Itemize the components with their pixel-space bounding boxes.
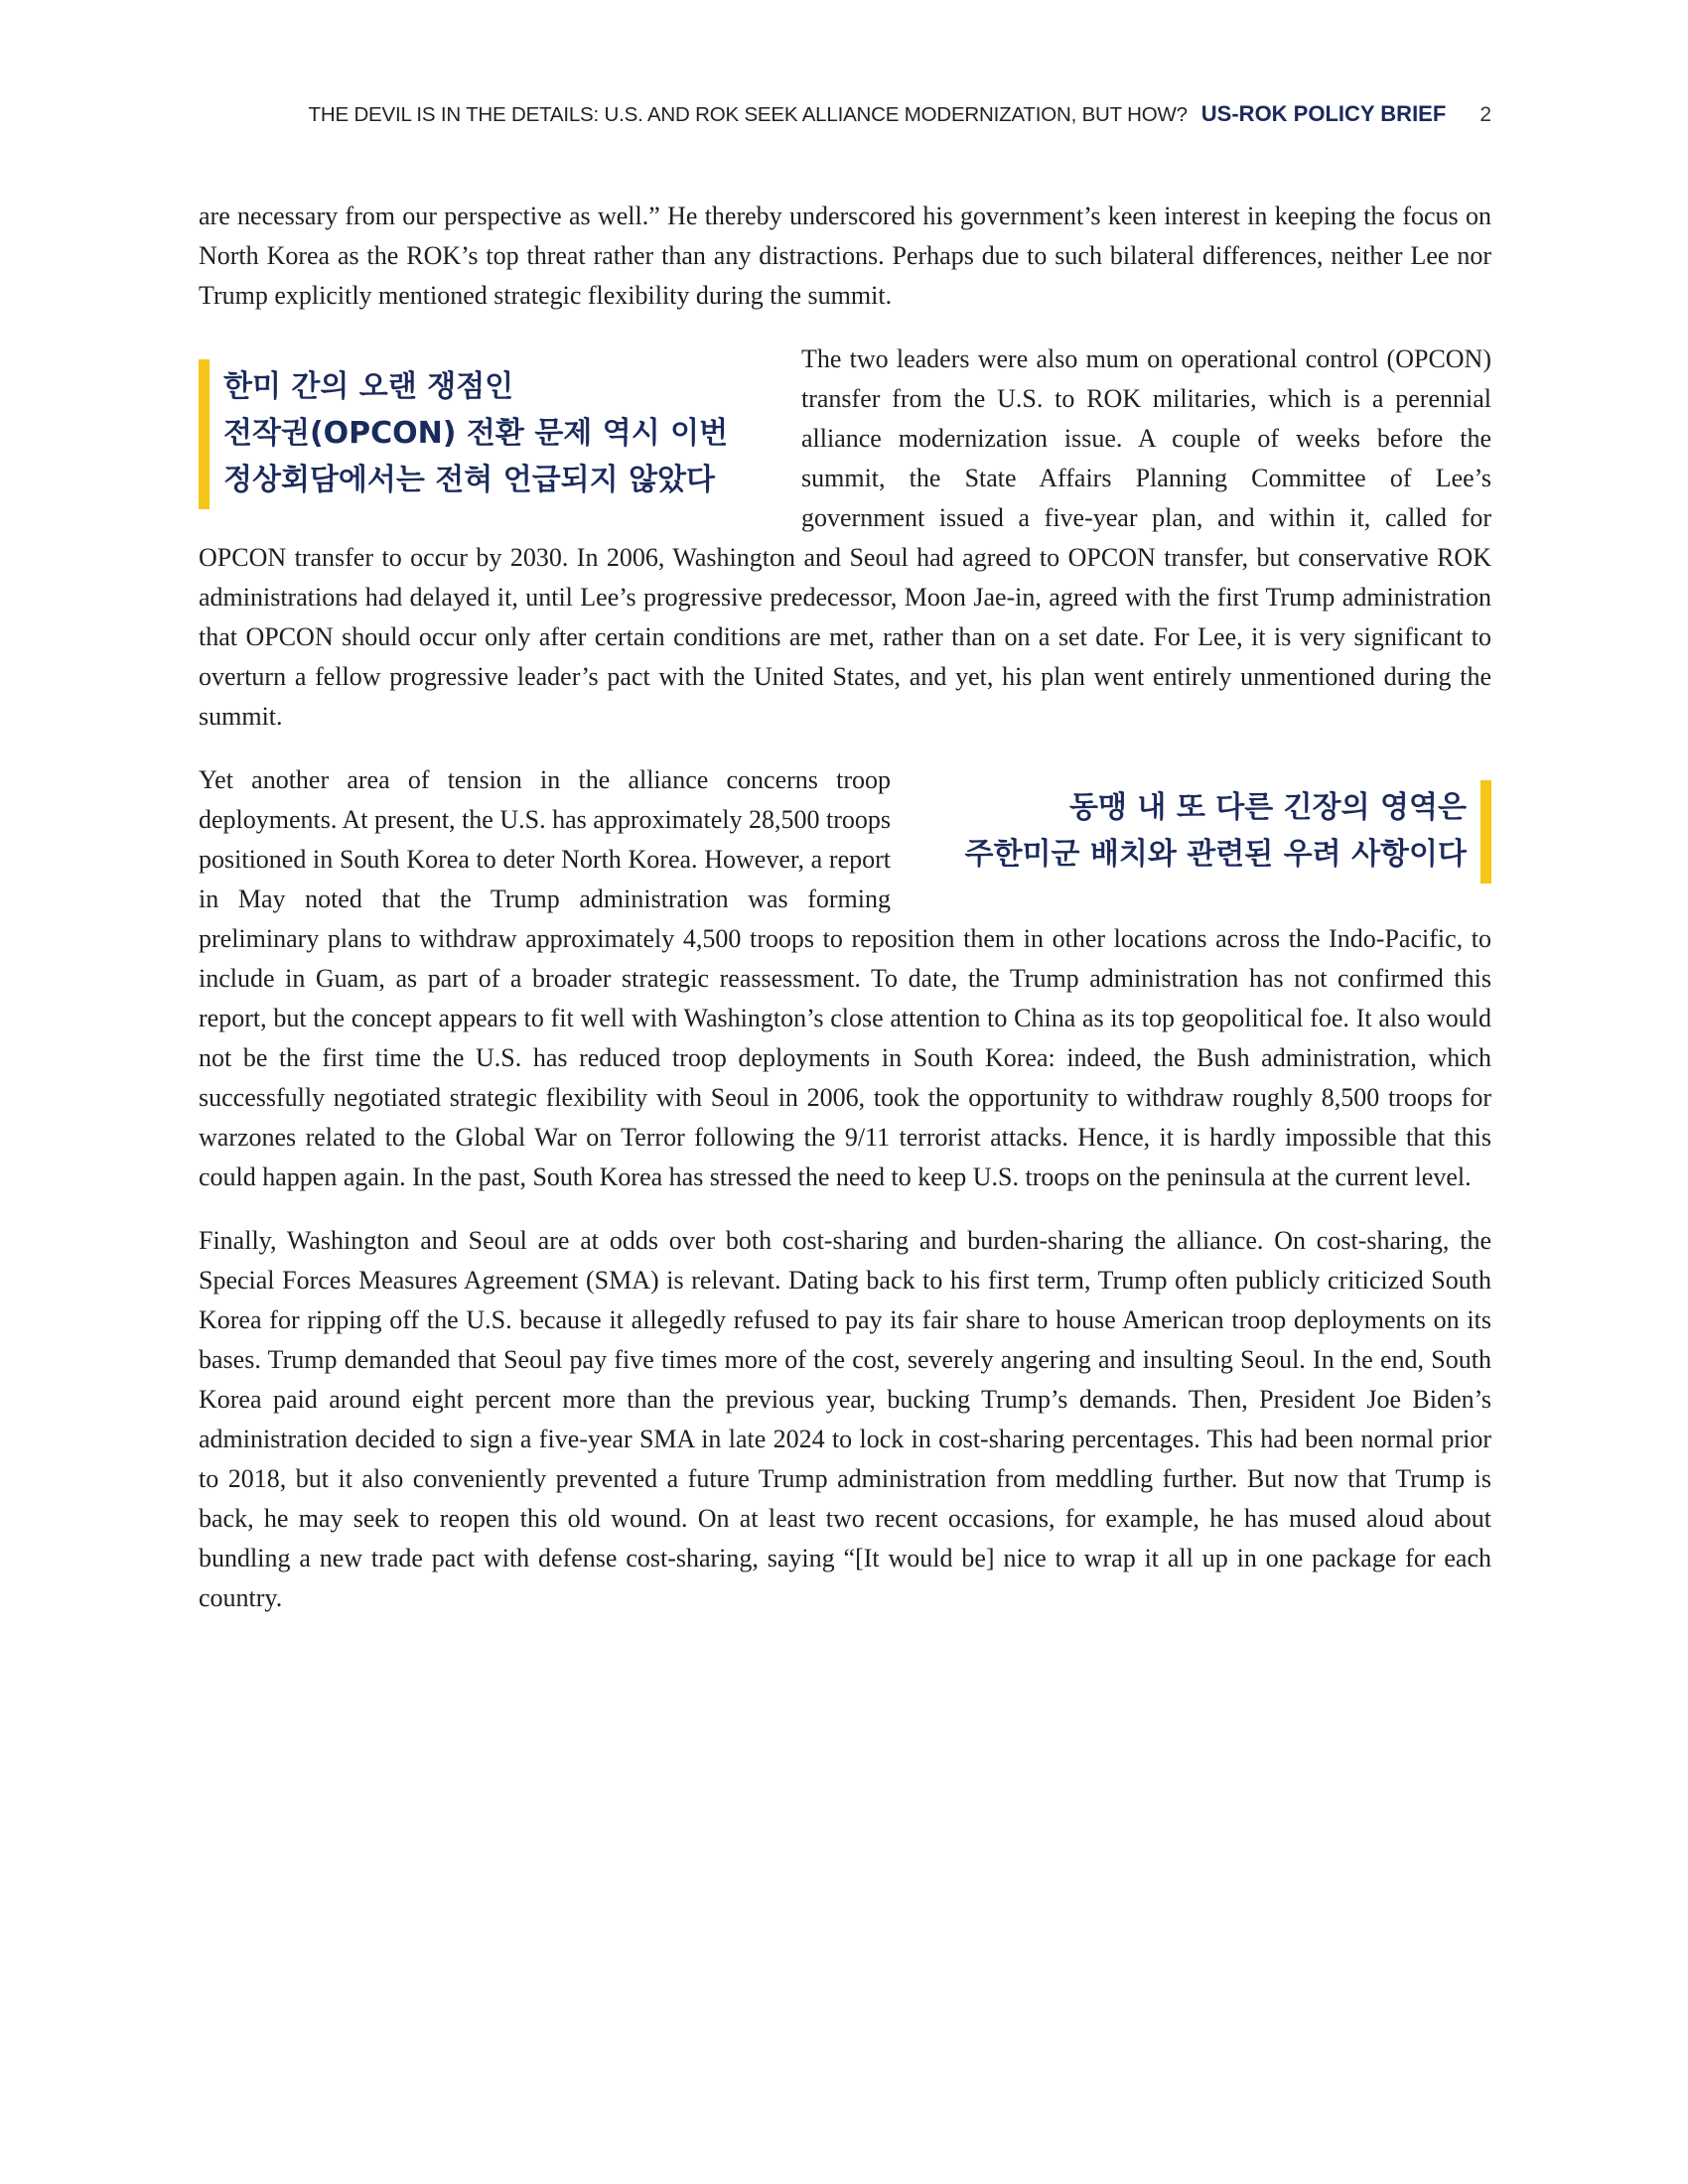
paragraph: Yet another area of tension in the alliance concerns troop deployments. At present, the U.S. has approximately 28,500 troops positioned in South Korea to deter North Korea. However, a report in May noted that the Trump administration was forming preliminary plans to withdraw approximately 4,500 troops to reposition them in other locations across the Indo-Pacific, to include in Guam, as part of a broader strategic reassessment. To date, the Trump administration has not confirmed this report, but the concept appears to fit well with Washington’s close attention to China as its top geopolitical foe. It also would not be the first time the U.S. has reduced troop deployments in South Korea: indeed, the Bush administration, which successfully negotiated strategic flexibility with Seoul in 2006, took the opportunity to withdraw roughly 8,500 troops for warzones related to the Global War on Terror following the 9/11 terrorist attacks. Hence, it is hardly impossible that this could happen again. In the past, South Korea has stressed the need to keep U.S. troops on the peninsula at the current level. <box>199 765 1491 1191</box>
running-header <box>199 101 1491 127</box>
paragraph: are necessary from our perspective as well.” He thereby underscored his government’s keen interest in keeping the focus on North Korea as the ROK’s top threat rather than any distractions. Perhaps due to such bilateral differences, neither Lee nor Trump explicitly mentioned strategic flexibility during the summit. <box>199 202 1491 310</box>
pull-quote-right <box>930 780 1491 884</box>
pull-quote-line: 정상회담에서는 전혀 언급되지 않았다 <box>223 463 716 497</box>
header-brand: US-ROK POLICY BRIEF <box>1200 101 1447 126</box>
header-title: THE DEVIL IS IN THE DETAILS: U.S. AND ROK SEEK ALLIANCE MODERNIZATION, BUT HOW? <box>308 103 1188 126</box>
pull-quote-line: 주한미군 배치와 관련된 우려 사항이다 <box>964 837 1467 872</box>
pull-quote-line: 한미 간의 오랜 쟁점인 <box>223 369 514 404</box>
pull-quote-line: 동맹 내 또 다른 긴장의 영역은 <box>1069 790 1467 825</box>
paragraph: Finally, Washington and Seoul are at odds over both cost-sharing and burden-sharing the alliance. On cost-sharing, the Special Forces Measures Agreement (SMA) is relevant. Dating back to his first term, Trump often publicly criticized South Korea for ripping off the U.S. because it allegedly refused to pay its fair share to house American troop deployments on its bases. Trump demanded that Seoul pay five times more of the cost, severely angering and insulting Seoul. In the end, South Korea paid around eight percent more than the previous year, bucking Trump’s demands. Then, President Joe Biden’s administration decided to sign a five-year SMA in late 2024 to lock in cost-sharing percentages. This had been normal prior to 2018, but it also conveniently prevented a future Trump administration from meddling further. But now that Trump is back, he may seek to reopen this old wound. On at least two recent occasions, for example, he has mused aloud about bundling a new trade pact with defense cost-sharing, saying “[It would be] nice to wrap it all up in one package for each country. <box>199 1226 1491 1612</box>
pull-quote-left <box>199 359 750 509</box>
paragraph: The two leaders were also mum on operational control (OPCON) transfer from the U.S. to ROK militaries, which is a perennial alliance modernization issue. A couple of weeks before the summit, the State Affairs Planning Committee of Lee’s government issued a five-year plan, and within it, called for OPCON transfer to occur by 2030. In 2006, Washington and Seoul had agreed to OPCON transfer, but conservative ROK administrations had delayed it, until Lee’s progressive predecessor, Moon Jae-in, agreed with the first Trump administration that OPCON should occur only after certain conditions are met, rather than on a set date. For Lee, it is very significant to overturn a fellow progressive leader’s pact with the United States, and yet, his plan went entirely unmentioned during the summit. <box>199 344 1491 731</box>
article-body <box>199 197 1491 1642</box>
page-number: 2 <box>1479 103 1491 126</box>
pull-quote-line: 전작권(OPCON) 전환 문제 역시 이번 <box>223 416 729 451</box>
